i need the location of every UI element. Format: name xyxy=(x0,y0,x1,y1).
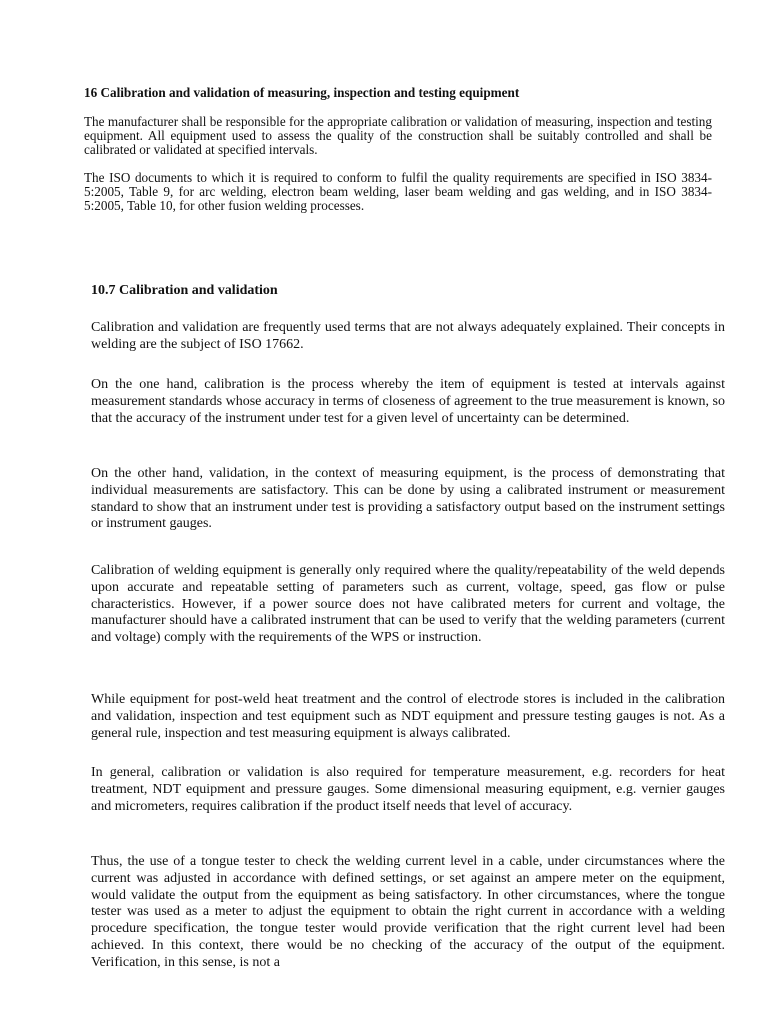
section-16-paragraph-2: The ISO documents to which it is required to conform to fulfil the quality requirements are specified in ISO 3834-5:2005, Table 9, for arc welding, electron beam welding, laser beam welding and gas welding, and in ISO 3834-5:2005, Table 10, for other fusion welding processes. xyxy=(84,170,712,214)
section-10-7-paragraph-1: Calibration and validation are frequently used terms that are not always adequately explained. Their concepts in welding are the subject of ISO 17662. xyxy=(91,320,725,352)
section-10-7-paragraph-3: On the other hand, validation, in the context of measuring equipment, is the process of demonstrating that individual measurements are satisfactory. This can be done by using a calibrated instrument or measurement standard to show that an instrument under test is providing a satisfactory output based on the instrument settings or instrument gauges. xyxy=(91,466,725,532)
section-16-heading: 16 Calibration and validation of measuring, inspection and testing equipment xyxy=(84,85,520,100)
section-10-7-paragraph-7: Thus, the use of a tongue tester to check the welding current level in a cable, under circumstances where the current was adjusted in accordance with defined settings, or set against an ampere meter on the equipment, would validate the output from the equipment as being satisfactory. In other circumstances, where the tongue tester was used as a meter to adjust the equipment to obtain the right current in accordance with a welding procedure specification, the tongue tester would provide verification that the right current level had been achieved. In this context, there would be no checking of the accuracy of the output of the equipment. Verification, in this sense, is not a xyxy=(91,854,725,970)
section-10-7-paragraph-4: Calibration of welding equipment is generally only required where the quality/repeatability of the weld depends upon accurate and repeatable setting of parameters such as current, voltage, speed, gas flow or pulse characteristics. However, if a power source does not have calibrated meters for current and voltage, the manufacturer should have a calibrated instrument that can be used to verify that the welding parameters (current and voltage) comply with the requirements of the WPS or instruction. xyxy=(91,563,725,646)
section-10-7-paragraph-2: On the one hand, calibration is the process whereby the item of equipment is tested at intervals against measurement standards whose accuracy in terms of closeness of agreement to the true measurement is known, so that the accuracy of the instrument under test for a given level of uncertainty can be determined. xyxy=(91,377,725,426)
section-10-7-paragraph-6: In general, calibration or validation is also required for temperature measurement, e.g. recorders for heat treatment, NDT equipment and pressure gauges. Some dimensional measuring equipment, e.g. vernier gauges and micrometers, requires calibration if the product itself needs that level of accuracy. xyxy=(91,765,725,814)
section-10-7-heading: 10.7 Calibration and validation xyxy=(91,283,278,298)
section-10-7-paragraph-5: While equipment for post-weld heat treatment and the control of electrode stores is included in the calibration and validation, inspection and test equipment such as NDT equipment and pressure testing gauges is not. As a general rule, inspection and test measuring equipment is always calibrated. xyxy=(91,692,725,741)
section-16-paragraph-1: The manufacturer shall be responsible for the appropriate calibration or validation of measuring, inspection and testing equipment. All equipment used to assess the quality of the construction shall be suitably controlled and shall be calibrated or validated at specified intervals. xyxy=(84,114,712,158)
